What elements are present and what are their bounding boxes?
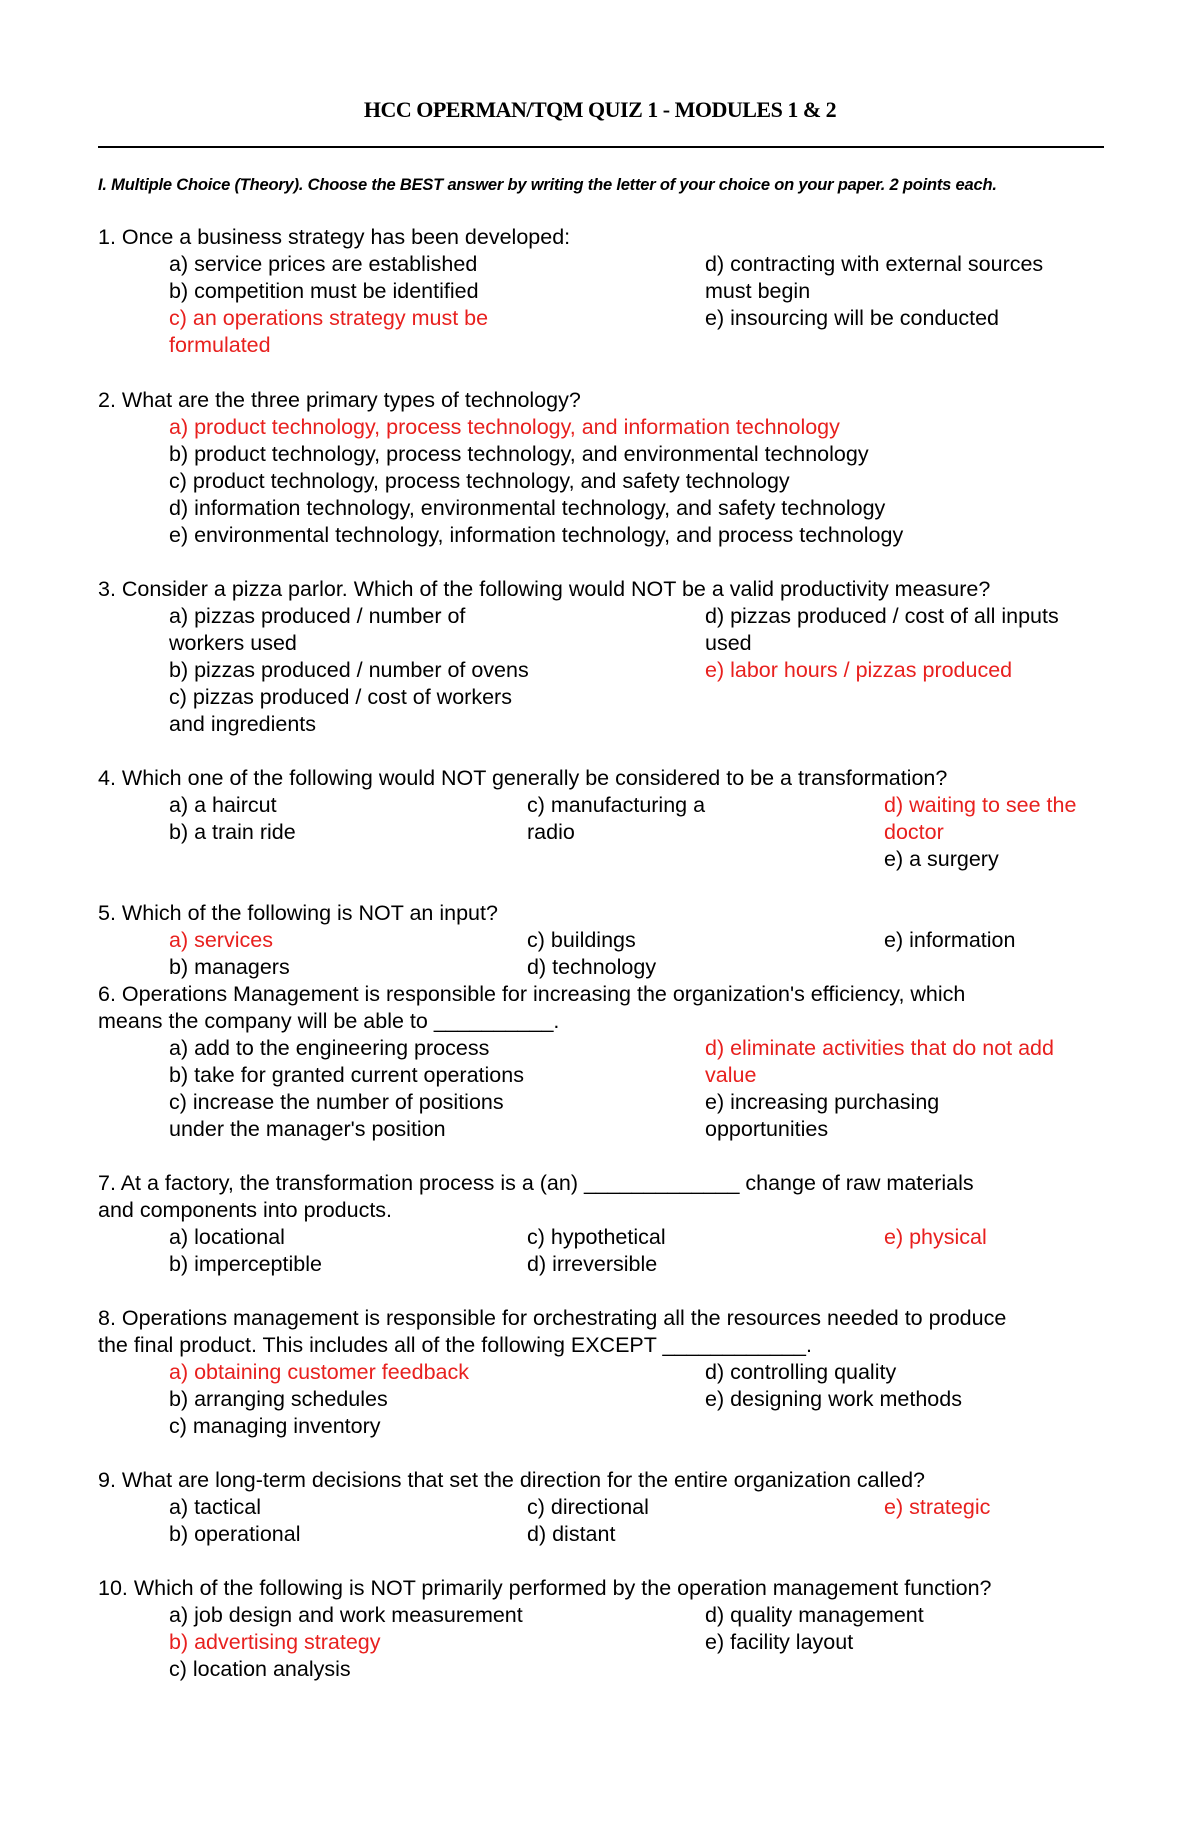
question-6-choice-e: opportunities [705,1117,829,1142]
question-3-choice-e: e) labor hours / pizzas produced [705,658,1013,682]
question-6-stem: means the company will be able to __________. [98,1009,560,1034]
question-1-choice-e: e) insourcing will be conducted [705,306,999,330]
question-4-choice-e: e) a surgery [884,847,999,871]
question-6-choice-c: under the manager's position [169,1117,446,1142]
question-6-choice-b: b) take for granted current operations [169,1063,524,1087]
question-6-choice-d: d) eliminate activities that do not add [705,1036,1054,1060]
question-8-choice-d: d) controlling quality [705,1360,897,1384]
question-3-choice-b: b) pizzas produced / number of ovens [169,658,529,682]
question-3-choice-d: used [705,631,752,656]
question-8-stem: 8. Operations management is responsible for orchestrating all the resources needed to produce [98,1306,1007,1330]
question-3-choice-c: c) pizzas produced / cost of workers [169,685,512,709]
question-5-choice-b: b) managers [169,955,290,979]
question-1-choice-c: formulated [169,333,271,358]
question-6-choice-d: value [705,1063,757,1088]
question-2-choice-e: e) environmental technology, information technology, and process technology [169,523,904,547]
question-4-choice-c: radio [527,820,575,845]
question-8-choice-e: e) designing work methods [705,1387,962,1411]
question-4-choice-d: doctor [884,820,944,845]
question-5-choice-a: a) services [169,928,273,952]
question-4-choice-d: d) waiting to see the [884,793,1077,817]
question-7-choice-e: e) physical [884,1225,987,1249]
page-title: HCC OPERMAN/TQM QUIZ 1 - MODULES 1 & 2 [363,97,837,122]
question-8-choice-c: c) managing inventory [169,1414,381,1438]
question-9-choice-d: d) distant [527,1522,616,1546]
instructions: I. Multiple Choice (Theory). Choose the BEST answer by writing the letter of your choice on your paper. 2 points each. [98,176,997,194]
question-7-choice-c: c) hypothetical [527,1225,666,1249]
question-1-choice-b: b) competition must be identified [169,279,479,303]
question-2-choice-d: d) information technology, environmental technology, and safety technology [169,496,886,520]
question-1-choice-d: d) contracting with external sources [705,252,1044,276]
question-8-choice-b: b) arranging schedules [169,1387,388,1411]
question-6-choice-a: a) add to the engineering process [169,1036,490,1060]
question-2-stem: 2. What are the three primary types of technology? [98,388,581,412]
question-3-choice-a: a) pizzas produced / number of [169,604,466,628]
question-5-choice-e: e) information [884,928,1016,952]
question-4-stem: 4. Which one of the following would NOT generally be considered to be a transformation? [98,766,948,790]
question-9-choice-a: a) tactical [169,1495,262,1519]
question-10-choice-b: b) advertising strategy [169,1630,381,1654]
question-5-choice-d: d) technology [527,955,657,979]
question-1-choice-a: a) service prices are established [169,252,478,276]
question-9-stem: 9. What are long-term decisions that set the direction for the entire organization called? [98,1468,926,1492]
question-1-choice-c: c) an operations strategy must be [169,306,489,330]
question-7-choice-b: b) imperceptible [169,1252,322,1276]
question-1-choice-d: must begin [705,279,811,304]
question-2-choice-a: a) product technology, process technology, and information technology [169,415,840,439]
question-10-choice-c: c) location analysis [169,1657,351,1681]
title-divider [98,146,1104,148]
question-10-choice-d: d) quality management [705,1603,924,1627]
question-3-choice-c: and ingredients [169,712,317,737]
question-5-choice-c: c) buildings [527,928,636,952]
question-3-choice-a: workers used [169,631,297,656]
question-7-choice-a: a) locational [169,1225,285,1249]
question-9-choice-e: e) strategic [884,1495,991,1519]
question-3-choice-d: d) pizzas produced / cost of all inputs [705,604,1059,628]
question-2-choice-c: c) product technology, process technology, and safety technology [169,469,790,493]
question-6-choice-e: e) increasing purchasing [705,1090,940,1114]
question-6-stem: 6. Operations Management is responsible for increasing the organization's efficiency, which [98,982,966,1006]
question-9-choice-b: b) operational [169,1522,301,1546]
question-7-stem: and components into products. [98,1198,393,1223]
question-4-choice-a: a) a haircut [169,793,277,817]
question-7-choice-d: d) irreversible [527,1252,658,1276]
question-3-stem: 3. Consider a pizza parlor. Which of the following would NOT be a valid productivity measure? [98,577,991,601]
question-2-choice-b: b) product technology, process technology, and environmental technology [169,442,869,466]
question-1-stem: 1. Once a business strategy has been developed: [98,225,571,249]
question-10-choice-e: e) facility layout [705,1630,854,1654]
question-4-choice-c: c) manufacturing a [527,793,706,817]
question-6-choice-c: c) increase the number of positions [169,1090,504,1114]
question-10-choice-a: a) job design and work measurement [169,1603,523,1627]
question-5-stem: 5. Which of the following is NOT an input? [98,901,498,925]
question-9-choice-c: c) directional [527,1495,649,1519]
question-4-choice-b: b) a train ride [169,820,296,844]
question-10-stem: 10. Which of the following is NOT primarily performed by the operation management function? [98,1576,992,1600]
question-8-stem: the final product. This includes all of the following EXCEPT ____________. [98,1333,812,1358]
question-7-stem: 7. At a factory, the transformation process is a (an) _____________ change of raw materials [98,1171,974,1195]
question-8-choice-a: a) obtaining customer feedback [169,1360,469,1384]
